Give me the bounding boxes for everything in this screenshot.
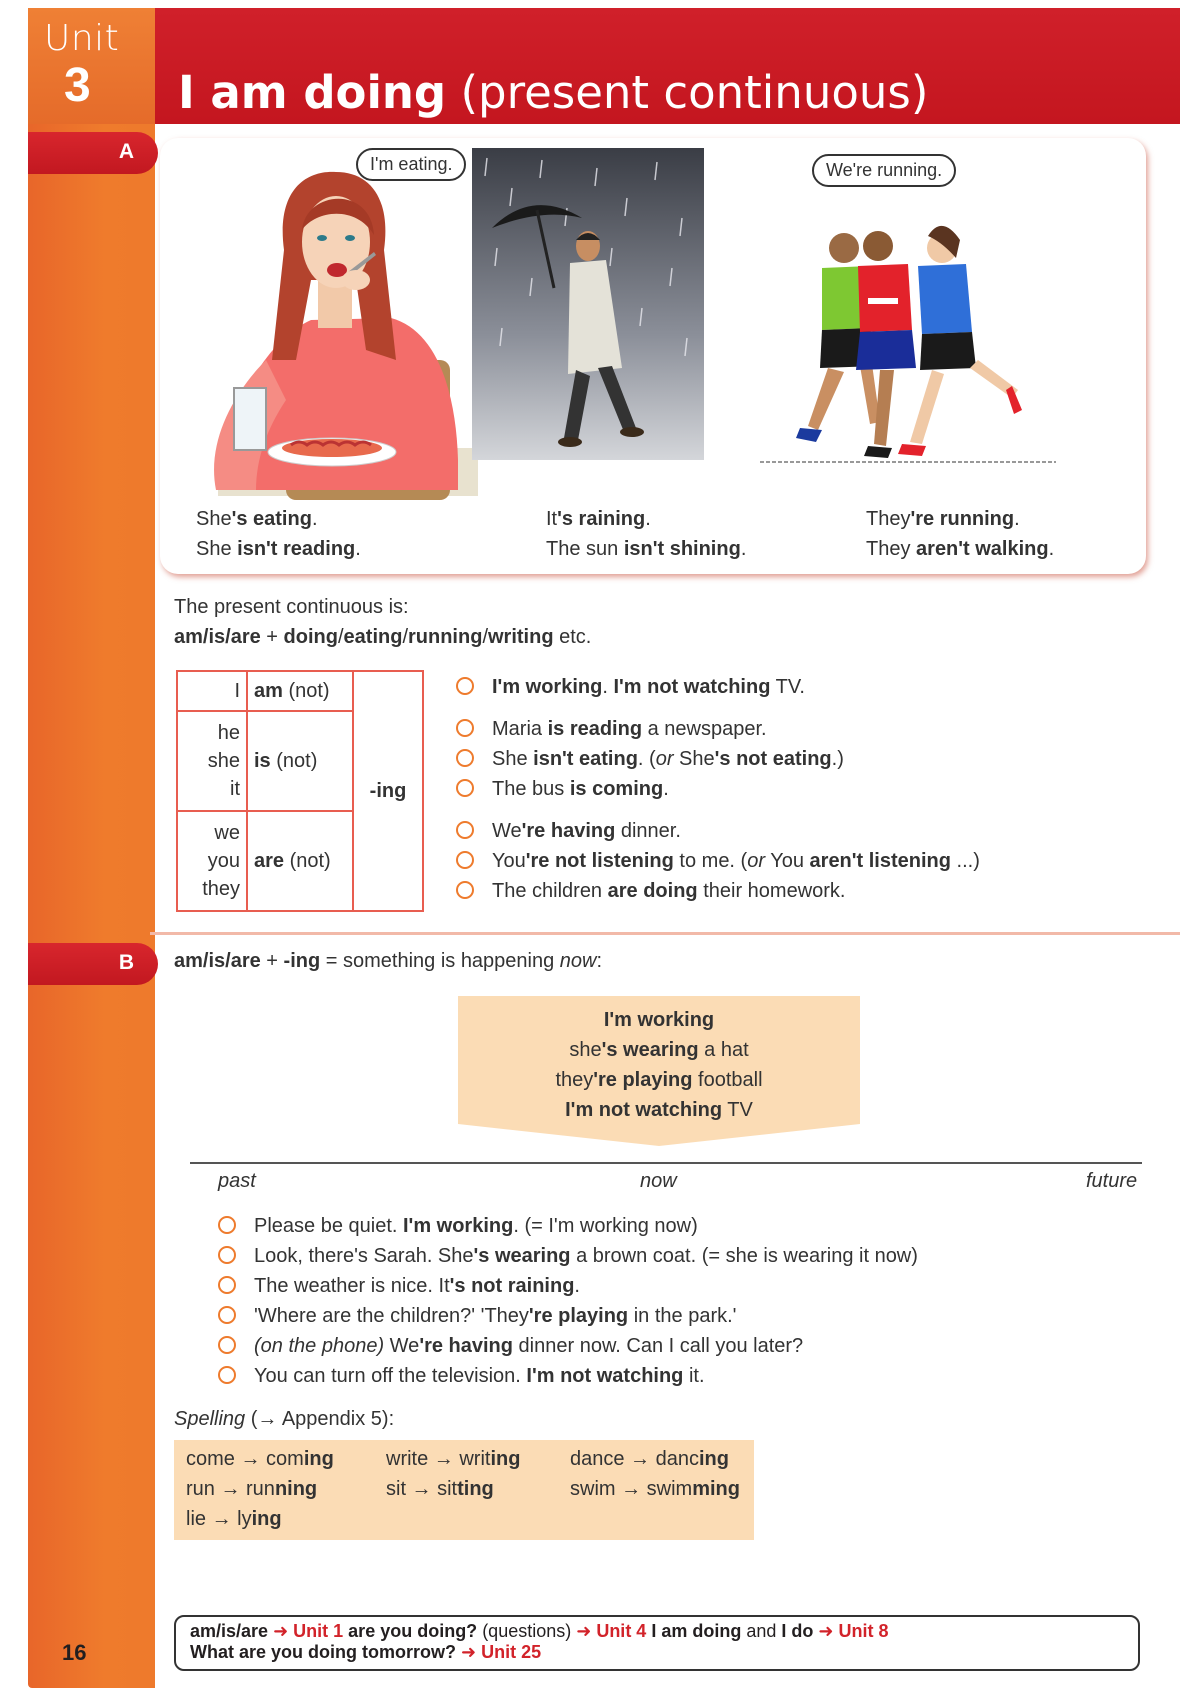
page-number: 16 [62, 1640, 87, 1665]
title-bold: I am doing [178, 66, 447, 119]
reference-line-1: am/is/are ➜ Unit 1 are you doing? (questions) ➜ Unit 4 I am doing and I do ➜ Unit 8 [190, 1621, 889, 1641]
man-in-rain-illustration [472, 148, 704, 460]
spelling-item: dance → dancing [570, 1448, 729, 1470]
now-example-line: I'm not watching TV [565, 1099, 753, 1121]
now-example-line: I'm working [603, 1009, 715, 1031]
side-strip [28, 8, 155, 1688]
example-b-sentence: 'Where are the children?' 'They're playing in the park.' [218, 1305, 736, 1328]
audio-circle-icon [456, 677, 474, 695]
caption-running-line1: They're running. [866, 508, 1020, 530]
caption-raining [546, 504, 746, 564]
now-example-line: she's wearing a hat [569, 1039, 749, 1061]
audio-circle-icon [456, 851, 474, 869]
conj-pronouns: I [177, 671, 247, 711]
spelling-item: run → running [186, 1478, 318, 1500]
woman-eating-illustration [196, 160, 486, 500]
audio-circle-icon [456, 821, 474, 839]
spelling-item: come → coming [186, 1448, 334, 1470]
example-a-sentence: The children are doing their homework. [456, 880, 845, 903]
audio-circle-icon [218, 1246, 236, 1264]
audio-circle-icon [218, 1366, 236, 1384]
now-example-line: they're playing football [555, 1069, 763, 1091]
reference-line-2: What are you doing tomorrow? ➜ Unit 25 [190, 1642, 542, 1662]
conj-pronouns: he she it [177, 711, 247, 811]
audio-circle-icon [218, 1216, 236, 1234]
title-rest: (present continuous) [460, 66, 929, 119]
formula-line: am/is/are + doing/eating/running/writing etc. [174, 626, 592, 648]
speech-bubble-running: We're running. [812, 154, 956, 187]
now-arrow-text [458, 1005, 860, 1125]
unit-label: Unit [44, 18, 120, 59]
spelling-item: lie → lying [186, 1508, 282, 1530]
audio-circle-icon [456, 749, 474, 767]
caption-eating-line2: She isn't reading. [196, 538, 361, 560]
example-a-sentence: She isn't eating. (or She's not eating.) [456, 748, 844, 771]
audio-circle-icon [218, 1336, 236, 1354]
caption-running [866, 504, 1054, 564]
intro-line: The present continuous is: [174, 596, 409, 618]
audio-circle-icon [456, 779, 474, 797]
timeline-past: past [218, 1170, 256, 1192]
audio-circle-icon [218, 1276, 236, 1294]
spelling-item: write → writing [386, 1448, 521, 1470]
conj-pronouns: we you they [177, 811, 247, 911]
section-a-label: A [118, 140, 134, 163]
section-tab-b [28, 943, 158, 985]
section-b-label: B [118, 951, 134, 974]
example-a-sentence: We're having dinner. [456, 820, 681, 843]
audio-circle-icon [456, 881, 474, 899]
timeline-now: now [640, 1170, 677, 1192]
audio-circle-icon [218, 1306, 236, 1324]
runners-illustration [760, 218, 1056, 464]
section-divider [150, 932, 1180, 935]
caption-running-line2: They aren't walking. [866, 538, 1055, 560]
example-b-sentence: Look, there's Sarah. She's wearing a brown coat. (= she is wearing it now) [218, 1245, 918, 1268]
spelling-item: swim → swimming [570, 1478, 740, 1500]
conj-verb: is (not) [247, 711, 353, 811]
reference-box [174, 1615, 1140, 1671]
example-a-sentence: You're not listening to me. (or You aren't listening ...) [456, 850, 980, 873]
caption-raining-line2: The sun isn't shining. [546, 538, 747, 560]
timeline [190, 1162, 1142, 1164]
spelling-label: Spelling (→ Appendix 5): [174, 1408, 395, 1430]
conj-row [177, 671, 423, 711]
conjugation-table [176, 670, 424, 912]
speech-bubble-eating: I'm eating. [356, 148, 466, 181]
example-b-sentence: (on the phone) We're having dinner now. Can I call you later? [218, 1335, 803, 1358]
example-b-sentence: The weather is nice. It's not raining. [218, 1275, 580, 1298]
page-title [178, 66, 928, 119]
caption-eating-line1: She's eating. [196, 508, 318, 530]
conj-suffix: -ing [353, 671, 423, 911]
section-tab-a [28, 132, 158, 174]
conj-verb: am (not) [247, 671, 353, 711]
example-a-sentence: Maria is reading a newspaper. [456, 718, 767, 741]
spelling-item: sit → sitting [386, 1478, 494, 1500]
audio-circle-icon [456, 719, 474, 737]
example-a-sentence: The bus is coming. [456, 778, 669, 801]
unit-number: 3 [64, 59, 91, 112]
b-intro: am/is/are + -ing = something is happening now: [174, 950, 603, 972]
caption-eating [196, 504, 361, 564]
example-b-sentence: You can turn off the television. I'm not watching it. [218, 1365, 705, 1388]
timeline-future: future [1086, 1170, 1138, 1192]
example-b-sentence: Please be quiet. I'm working. (= I'm working now) [218, 1215, 698, 1238]
caption-raining-line1: It's raining. [546, 508, 651, 530]
conj-verb: are (not) [247, 811, 353, 911]
example-a-sentence: I'm working. I'm not watching TV. [456, 676, 805, 699]
